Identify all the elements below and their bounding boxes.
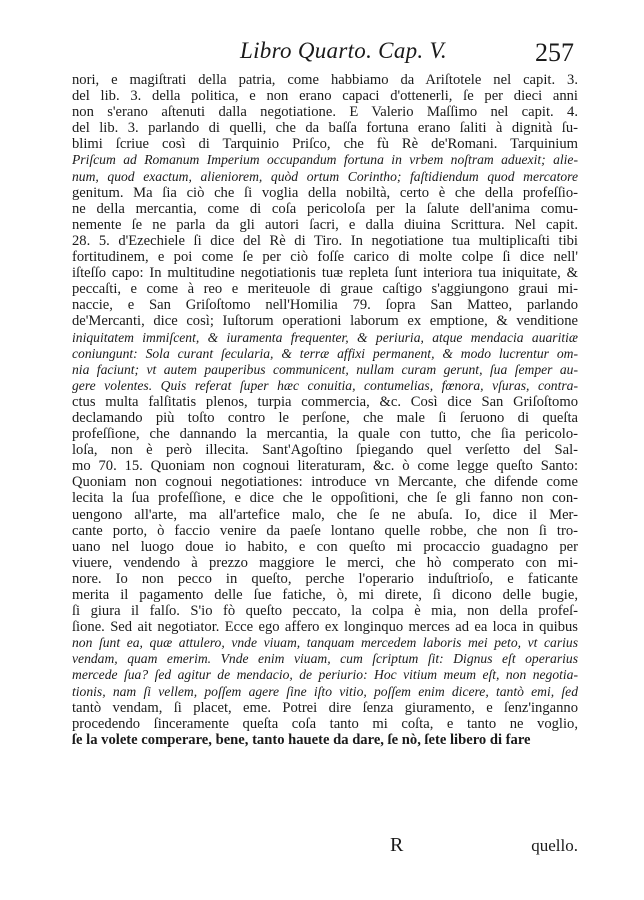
text-line: naccie, e San Griſoſtomo nell'Homilia 79. ſopra San Matteo, parlando [72,297,578,314]
text-line: tantò vendam, ſi placet, eme. Potrei dire ſenza giuramento, e ſenz'inganno [72,699,578,716]
text-line: del lib. 3. della politica, e non erano capaci d'ottenerli, ſe per dieci anni [72,88,578,105]
body-text [72,72,578,748]
text-line: ctus multa falſitatis plenos, turpia commercia, &c. Così dice San Griſoſtomo [72,393,578,410]
text-line: loſa, non è però illecita. Sant'Agoſtino ſpiegando quel verſetto del Sal- [72,442,578,459]
text-line: blimi ſcriue così di Tarquinio Priſco, che fù Rè de'Romani. Tarquinium [72,136,578,153]
text-line: vendam, quam emerim. Vnde enim viuam, cum ſcriptum ſit: Dignus eſt operarius [72,651,578,667]
page-number: 257 [535,38,574,67]
text-line: uengono all'arte, ma all'artefice malo, che ſe ne abuſa. Io, dice il Mer- [72,506,578,523]
text-line: viuere, vendendo à prezzo maggiore le merci, che hò comperato con mi- [72,554,578,571]
text-line: profeſſione, che dannando la mercantia, la quale con tutto, che ſia pericolo- [72,426,578,443]
page-footer [72,826,578,856]
running-head: Libro Quarto. Cap. V. [240,38,447,63]
text-line: declamando più toſto contro le perſone, che male ſi ſeruono di queſta [72,409,578,426]
text-line: peccaſti, e come à reo e meriteuole di graue caſtigo s'aggiungono graui mi- [72,281,578,298]
text-line: merita il pagamento delle ſue fatiche, ò, mi direte, ſi dicono delle bugie, [72,587,578,603]
text-line: cante porto, ò faccio venire da paeſe lontano quelle robbe, che non ſi tro- [72,522,578,539]
text-line: coniungunt: Sola curant ſecularia, & terræ affixi permanent, & modo lucrentur om- [72,345,578,361]
text-line: iniquitatem immiſcent, & iuramenta frequenter, & periuria, atque mendacia auaritiæ [72,329,578,345]
text-line: ne della mercantia, come di coſa pericoloſa per la ſalute dell'anima comu- [72,200,578,217]
text-line: ſe la volete comperare, bene, tanto hauete da dare, ſe nò, ſete libero di fare [72,731,531,748]
text-line: nia faciunt; vt autem pauperibus communicent, nullam curam gerunt, ſua ſemper au- [72,361,578,377]
text-line: ſi giura il falſo. S'io fò queſto peccato, la colpa è mia, non della profeſ- [72,603,578,620]
text-line: non s'erano aſtenuti dalla negotiatione. E Valerio Maſſimo nel capit. 4. [72,104,578,121]
text-line: nore. Io non pecco in queſto, perche l'operario induſtrioſo, e faticante [72,570,578,587]
text-line: procedendo ſinceramente queſta coſa tanto mi coſta, e tanto ne voglio, [72,715,578,732]
text-line: uano nel luogo doue io habito, e con queſto mi procaccio guadagno per [72,538,578,555]
text-line: tionis, nam ſi vellem, poſſem agere ſine iſto vitio, poſſem enim dicere, tantò emi, ſed [72,683,578,699]
text-line: mercede ſua? ſed agitur de mendacio, de periurio: Hoc vitium meum eſt, non negotia- [72,667,578,683]
text-line: mo 70. 15. Quoniam non cognoui literaturam, &c. ò come legge queſto Santo: [72,458,578,475]
text-line: del lib. 3. parlando di quelli, che da baſſa fortuna erano ſaliti à dignità ſu- [72,120,578,137]
catchword: quello. [531,836,578,855]
text-line: non ſunt ea, quæ attulero, vnde viuam, tanquam mercedem laboris mei peto, vt carius [72,635,578,651]
signature-mark: R [390,834,404,856]
text-line: Quoniam non cognoui negotiationes: introduce vn Mercante, che difende come [72,474,578,491]
text-line: nemente ſe ne parla da gli autori ſacri, e dalla diuina Scrittura. Nel capit. [72,216,578,233]
text-line: ſione. Sed ait negotiator. Ecce ego affero ex longinquo merces ad ea loca in quibus [72,619,578,636]
text-line: genitum. Ma ſia ciò che ſi voglia della nobiltà, certo è che della profeſſio- [72,184,578,201]
text-line: de'Mercanti, dice così; Iuſtorum operationi laborum ex emptione, & venditione [72,313,578,330]
text-line: fortitudinem, e poi come ſe per ciò foſſe carico di molte colpe ſi dice nell' [72,249,578,266]
text-line: iſteſſo capo: In multitudine negotiationis tuæ repleta ſunt interiora tua iniquitate, & [72,265,578,282]
text-line: 28. 5. d'Ezechiele ſi dice del Rè di Tiro. In negotiatione tua multiplicaſti tibi [72,232,578,249]
text-line: Priſcum ad Romanum Imperium occupandum fortuna in vrbem noſtram aduexit; alie- [72,152,578,168]
text-line: nori, e magiſtrati della patria, come habbiamo da Ariſtotele nel capit. 3. [72,72,578,88]
text-line: lecita la ſua profeſſione, e dice che le oppoſitioni, che ſe gli fanno non con- [72,490,578,507]
text-line: num, quod exactum, alieniorem, quòd ortum Corintho; faſtidiendum quod mercatore [72,168,578,184]
page-header [240,38,584,72]
text-line: gere volentes. Quis referat ſuper hæc conuitia, contumelias, fœnora, vſuras, contra- [72,377,578,393]
